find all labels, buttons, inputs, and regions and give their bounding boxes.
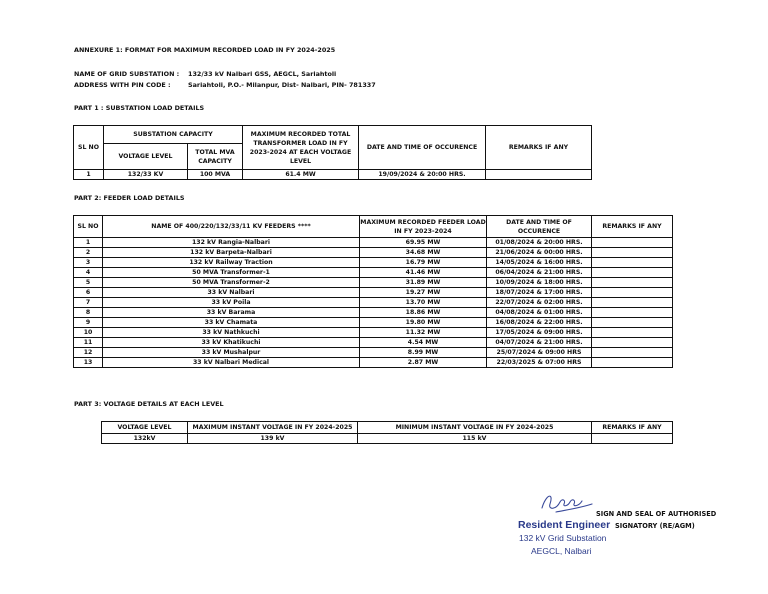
cell-feeder-name: 33 kV Poila (103, 298, 360, 308)
cell-max-voltage: 139 kV (188, 434, 358, 444)
cell-voltage: 132kV (102, 434, 188, 444)
table-row (74, 170, 592, 180)
cell-load: 2.87 MW (360, 358, 487, 368)
header-remarks: REMARKS IF ANY (592, 422, 673, 434)
cell-datetime: 25/07/2024 & 09:00 HRS (487, 348, 592, 358)
cell-sl: 1 (74, 238, 103, 248)
table-row (74, 258, 673, 268)
table-row (74, 268, 673, 278)
cell-datetime: 21/06/2024 & 00:00 HRS. (487, 248, 592, 258)
part1-title: PART 1 : SUBSTATION LOAD DETAILS (74, 104, 205, 112)
header-voltage-level: VOLTAGE LEVEL (104, 144, 188, 170)
cell-remarks (592, 308, 673, 318)
table-row (74, 238, 673, 248)
cell-datetime: 16/08/2024 & 22:00 HRS. (487, 318, 592, 328)
cell-sl: 3 (74, 258, 103, 268)
cell-datetime: 06/04/2024 & 21:00 HRS. (487, 268, 592, 278)
table-row (74, 348, 673, 358)
cell-load: 19.80 MW (360, 318, 487, 328)
table-row (74, 248, 673, 258)
cell-feeder-name: 50 MVA Transformer-2 (103, 278, 360, 288)
header-substation-capacity: SUBSTATION CAPACITY (104, 126, 243, 144)
table-row (102, 434, 673, 444)
cell-sl: 12 (74, 348, 103, 358)
cell-feeder-name: 33 kV Khatikuchi (103, 338, 360, 348)
cell-feeder-name: 50 MVA Transformer-1 (103, 268, 360, 278)
cell-remarks (592, 328, 673, 338)
cell-remarks (592, 268, 673, 278)
cell-load: 18.86 MW (360, 308, 487, 318)
cell-feeder-name: 132 kV Railway Traction (103, 258, 360, 268)
cell-load: 41.46 MW (360, 268, 487, 278)
cell-datetime: 04/07/2024 & 21:00 HRS. (487, 338, 592, 348)
cell-remarks (592, 288, 673, 298)
cell-load: 69.95 MW (360, 238, 487, 248)
table-row (74, 358, 673, 368)
voltage-details-table (101, 421, 673, 444)
feeder-load-table (73, 215, 673, 368)
header-total-mva: TOTAL MVA CAPACITY (188, 144, 243, 170)
cell-remarks (592, 248, 673, 258)
cell-load: 13.70 MW (360, 298, 487, 308)
cell-feeder-name: 132 kV Rangia-Nalbari (103, 238, 360, 248)
header-min-voltage: MINIMUM INSTANT VOLTAGE IN FY 2024-2025 (358, 422, 592, 434)
cell-remarks (592, 278, 673, 288)
cell-remarks (486, 170, 592, 180)
cell-feeder-name: 33 kV Chamata (103, 318, 360, 328)
cell-remarks (592, 434, 673, 444)
cell-datetime: 22/07/2024 & 02:00 HRS. (487, 298, 592, 308)
cell-datetime: 18/07/2024 & 17:00 HRS. (487, 288, 592, 298)
handwritten-signature (536, 488, 596, 518)
substation-load-table (73, 125, 592, 180)
signature-caption-line2: SIGNATORY (RE/AGM) (615, 522, 695, 530)
cell-feeder-name: 33 kV Nalbari Medical (103, 358, 360, 368)
address-value: Sariahtoli, P.O.- Milanpur, Dist- Nalbari, PIN- 781337 (188, 81, 376, 89)
cell-load: 8.99 MW (360, 348, 487, 358)
cell-sl: 7 (74, 298, 103, 308)
cell-load: 16.79 MW (360, 258, 487, 268)
table-row (74, 288, 673, 298)
header-feeder-name: NAME OF 400/220/132/33/11 KV FEEDERS **** (103, 216, 360, 238)
cell-remarks (592, 348, 673, 358)
table-row (74, 278, 673, 288)
header-remarks: REMARKS IF ANY (592, 216, 673, 238)
table-row (74, 298, 673, 308)
cell-load: 31.89 MW (360, 278, 487, 288)
cell-mva: 100 MVA (188, 170, 243, 180)
cell-sl: 5 (74, 278, 103, 288)
annexure-title: ANNEXURE 1: FORMAT FOR MAXIMUM RECORDED LOAD IN FY 2024-2025 (74, 46, 336, 54)
cell-sl: 6 (74, 288, 103, 298)
cell-sl: 9 (74, 318, 103, 328)
cell-datetime: 14/05/2024 & 16:00 HRS. (487, 258, 592, 268)
cell-load: 61.4 MW (243, 170, 359, 180)
header-date-time: DATE AND TIME OF OCCURENCE (487, 216, 592, 238)
header-sl-no: SL NO (74, 126, 104, 170)
header-remarks: REMARKS IF ANY (486, 126, 592, 170)
cell-datetime: 04/08/2024 & 01:00 HRS. (487, 308, 592, 318)
cell-sl: 13 (74, 358, 103, 368)
cell-load: 11.32 MW (360, 328, 487, 338)
cell-datetime: 10/09/2024 & 18:00 HRS. (487, 278, 592, 288)
table-row (74, 328, 673, 338)
cell-voltage: 132/33 KV (104, 170, 188, 180)
table-row (74, 308, 673, 318)
part2-title: PART 2: FEEDER LOAD DETAILS (74, 194, 185, 202)
cell-sl: 11 (74, 338, 103, 348)
cell-remarks (592, 338, 673, 348)
cell-remarks (592, 358, 673, 368)
header-max-voltage: MAXIMUM INSTANT VOLTAGE IN FY 2024-2025 (188, 422, 358, 434)
header-sl-no: SL NO (74, 216, 103, 238)
cell-sl: 1 (74, 170, 104, 180)
cell-remarks (592, 298, 673, 308)
stamp-line3: AEGCL, Nalbari (531, 546, 592, 556)
cell-feeder-name: 132 kV Barpeta-Nalbari (103, 248, 360, 258)
table-row (74, 338, 673, 348)
cell-datetime: 17/05/2024 & 09:00 HRS. (487, 328, 592, 338)
grid-substation-name-label: NAME OF GRID SUBSTATION : (74, 70, 180, 78)
table-row (74, 318, 673, 328)
cell-datetime: 22/03/2025 & 07:00 HRS (487, 358, 592, 368)
cell-load: 19.27 MW (360, 288, 487, 298)
header-max-feeder-load: MAXIMUM RECORDED FEEDER LOAD IN FY 2023-2024 (360, 216, 487, 238)
header-max-transformer-load: MAXIMUM RECORDED TOTAL TRANSFORMER LOAD IN FY 2023-2024 AT EACH VOLTAGE LEVEL (243, 126, 359, 170)
grid-substation-name-value: 132/33 kV Nalbari GSS, AEGCL, Sariahtoli (188, 70, 337, 78)
signature-caption-line1: SIGN AND SEAL OF AUTHORISED (596, 510, 717, 518)
cell-sl: 8 (74, 308, 103, 318)
cell-min-voltage: 115 kV (358, 434, 592, 444)
cell-feeder-name: 33 kV Mushalpur (103, 348, 360, 358)
address-label: ADDRESS WITH PIN CODE : (74, 81, 171, 89)
cell-datetime: 01/08/2024 & 20:00 HRS. (487, 238, 592, 248)
stamp-line2: 132 kV Grid Substation (519, 533, 607, 543)
cell-sl: 10 (74, 328, 103, 338)
cell-sl: 2 (74, 248, 103, 258)
cell-feeder-name: 33 kV Nalbari (103, 288, 360, 298)
header-date-time: DATE AND TIME OF OCCURENCE (359, 126, 486, 170)
stamp-line1: Resident Engineer (518, 519, 611, 531)
header-voltage-level: VOLTAGE LEVEL (102, 422, 188, 434)
cell-feeder-name: 33 kV Barama (103, 308, 360, 318)
cell-remarks (592, 258, 673, 268)
cell-remarks (592, 238, 673, 248)
cell-datetime: 19/09/2024 & 20:00 HRS. (359, 170, 486, 180)
part3-title: PART 3: VOLTAGE DETAILS AT EACH LEVEL (74, 400, 224, 408)
cell-feeder-name: 33 kV Nathkuchi (103, 328, 360, 338)
cell-load: 4.54 MW (360, 338, 487, 348)
cell-sl: 4 (74, 268, 103, 278)
cell-remarks (592, 318, 673, 328)
cell-load: 34.68 MW (360, 248, 487, 258)
